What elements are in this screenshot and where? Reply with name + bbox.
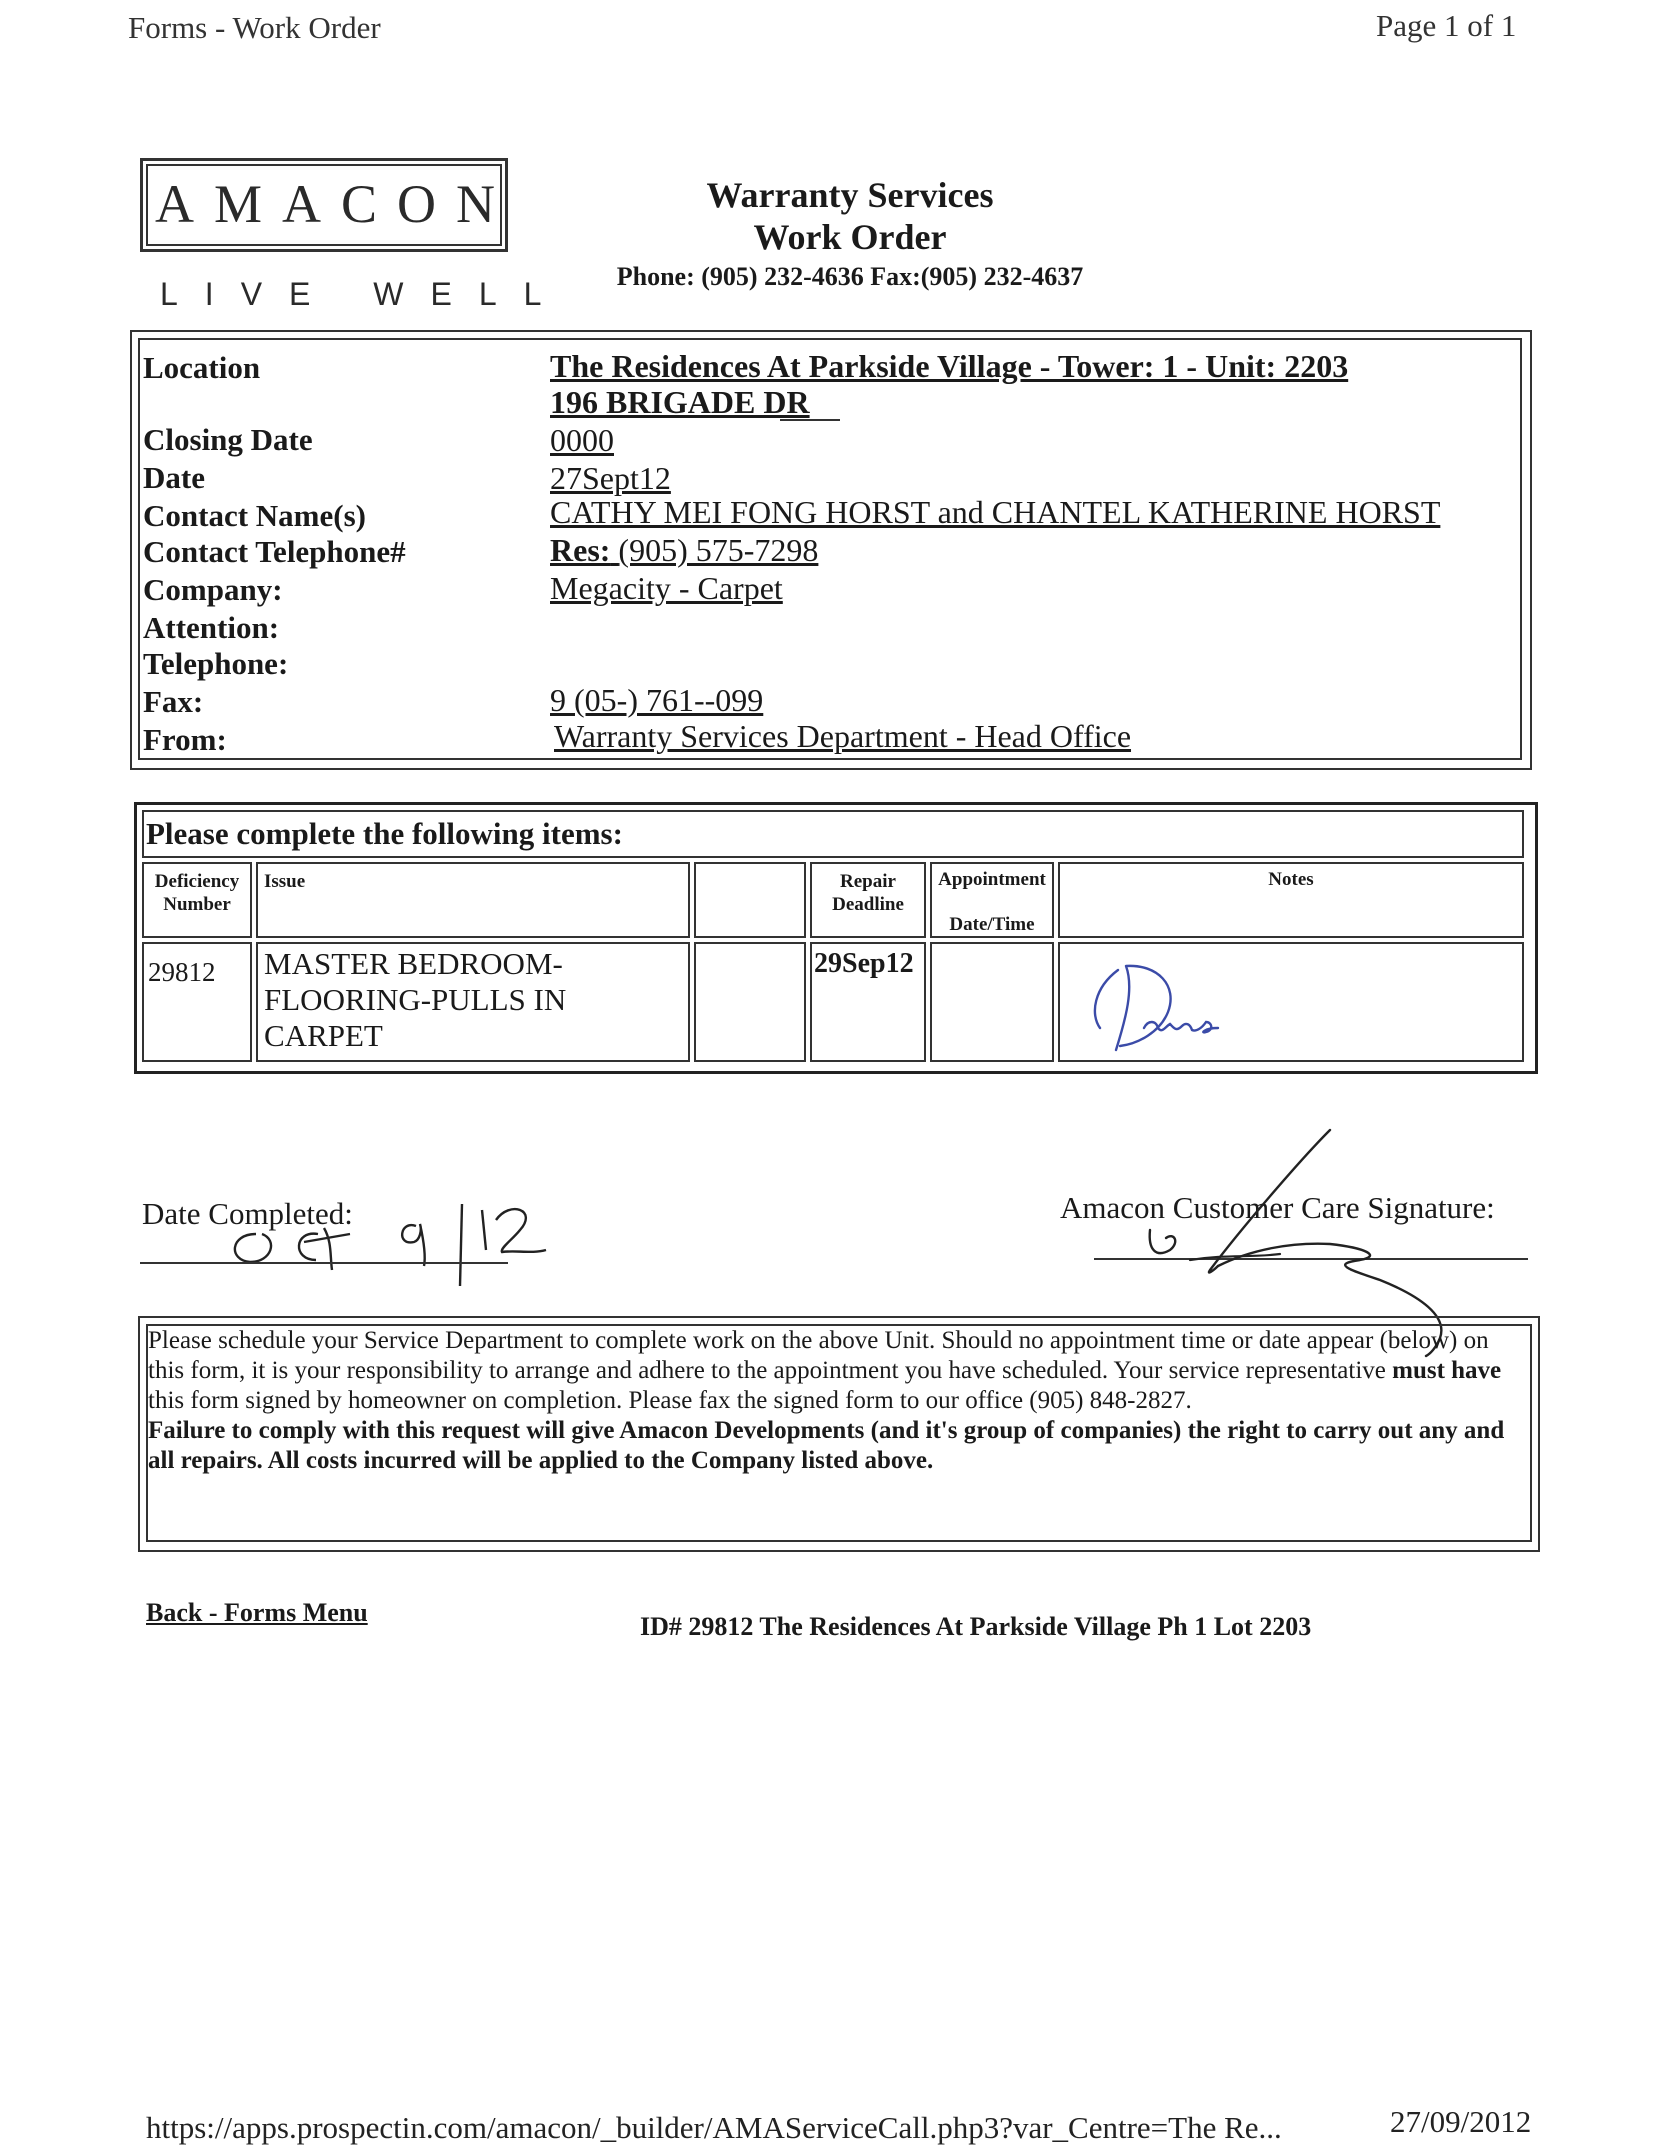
row-issue: MASTER BEDROOM-FLOORING-PULLS IN CARPET bbox=[256, 942, 690, 1062]
row-appointment bbox=[930, 942, 1054, 1062]
items-heading: Please complete the following items: bbox=[146, 816, 623, 851]
date-completed-line bbox=[140, 1262, 508, 1264]
from-label: From: bbox=[143, 722, 227, 757]
address-value: 196 BRIGADE DR bbox=[550, 384, 810, 420]
amacon-logo bbox=[140, 158, 516, 252]
notice-emphasis: must have bbox=[1392, 1357, 1502, 1384]
col-blank bbox=[694, 862, 806, 938]
logo-tagline: LIVE WELL bbox=[160, 276, 569, 312]
page-header-title: Forms - Work Order bbox=[128, 10, 381, 45]
notice-warning: Failure to comply with this request will give Amacon Developments (and it's group of companies) the right to carry out any and all repairs. All costs incurred will be applied to the Company listed above. bbox=[148, 1417, 1505, 1474]
back-forms-menu-link[interactable]: Back - Forms Menu bbox=[146, 1598, 368, 1627]
row-blank bbox=[694, 942, 806, 1062]
row-repair-deadline: 29Sep12 bbox=[810, 942, 926, 1062]
form-title: Warranty Services bbox=[706, 175, 994, 215]
date-value: 27Sept12 bbox=[550, 460, 671, 496]
col-appointment bbox=[930, 862, 1054, 938]
from-value: Warranty Services Department - Head Office bbox=[554, 718, 1132, 754]
col-appointment-label: Appointment bbox=[938, 869, 1046, 890]
fax-value: 9 (05-) 761--099 bbox=[550, 682, 764, 718]
notice-text bbox=[148, 1326, 1528, 1476]
company-value: Megacity - Carpet bbox=[550, 570, 783, 606]
col-deficiency-number: Deficiency Number bbox=[142, 862, 252, 938]
work-order-id: ID# 29812 The Residences At Parkside Village Ph 1 Lot 2203 bbox=[640, 1612, 1312, 1641]
address-underline bbox=[780, 419, 840, 421]
notice-part-1: Please schedule your Service Department to complete work on the above Unit. Should no appointment time or date appear (below) on this form, it is your responsibility to arrange and adhere to the appointment you have scheduled. Your service representative bbox=[148, 1327, 1489, 1384]
location-value: The Residences At Parkside Village - Tower: 1 - Unit: 2203 bbox=[550, 348, 1349, 384]
handwritten-done-note bbox=[1086, 958, 1236, 1058]
fax-label: Fax: bbox=[143, 684, 204, 719]
row-deficiency-number: 29812 bbox=[142, 942, 252, 1062]
footer-url: https://apps.prospectin.com/amacon/_builder/AMAServiceCall.php3?var_Centre=The Re... bbox=[146, 2110, 1282, 2145]
notice-part-2: this form signed by homeowner on completion. Please fax the signed form to our office (905) 848-2827. bbox=[148, 1387, 1192, 1414]
col-repair-deadline: Repair Deadline bbox=[810, 862, 926, 938]
footer-date: 27/09/2012 bbox=[1390, 2104, 1532, 2139]
contact-phone-fax: Phone: (905) 232-4636 Fax:(905) 232-4637 bbox=[616, 262, 1084, 291]
contact-telephone-prefix: Res: bbox=[550, 532, 611, 568]
logo-name: AMACON bbox=[155, 174, 516, 234]
location-label: Location bbox=[143, 350, 261, 385]
form-subtitle: Work Order bbox=[753, 217, 947, 257]
handwritten-completion-date bbox=[220, 1190, 560, 1290]
page-number: Page 1 of 1 bbox=[1376, 8, 1517, 43]
col-issue: Issue bbox=[256, 862, 690, 938]
date-completed-label: Date Completed: bbox=[142, 1196, 353, 1231]
signature-label: Amacon Customer Care Signature: bbox=[1060, 1190, 1495, 1225]
closing-date-value: 0000 bbox=[550, 422, 614, 458]
contact-telephone-number: (905) 575-7298 bbox=[618, 532, 819, 568]
contact-names-label: Contact Name(s) bbox=[143, 498, 366, 533]
contact-telephone-value bbox=[550, 532, 818, 569]
closing-date-label: Closing Date bbox=[143, 422, 313, 457]
col-date-time-label: Date/Time bbox=[949, 914, 1035, 935]
attention-label: Attention: bbox=[143, 610, 280, 645]
date-label: Date bbox=[143, 460, 205, 495]
telephone-label: Telephone: bbox=[143, 646, 289, 681]
row-notes bbox=[1058, 942, 1524, 1062]
contact-telephone-label: Contact Telephone# bbox=[143, 534, 406, 569]
company-label: Company: bbox=[143, 572, 283, 607]
contact-names-value: CATHY MEI FONG HORST and CHANTEL KATHERINE HORST bbox=[550, 494, 1441, 530]
col-notes: Notes bbox=[1058, 862, 1524, 938]
